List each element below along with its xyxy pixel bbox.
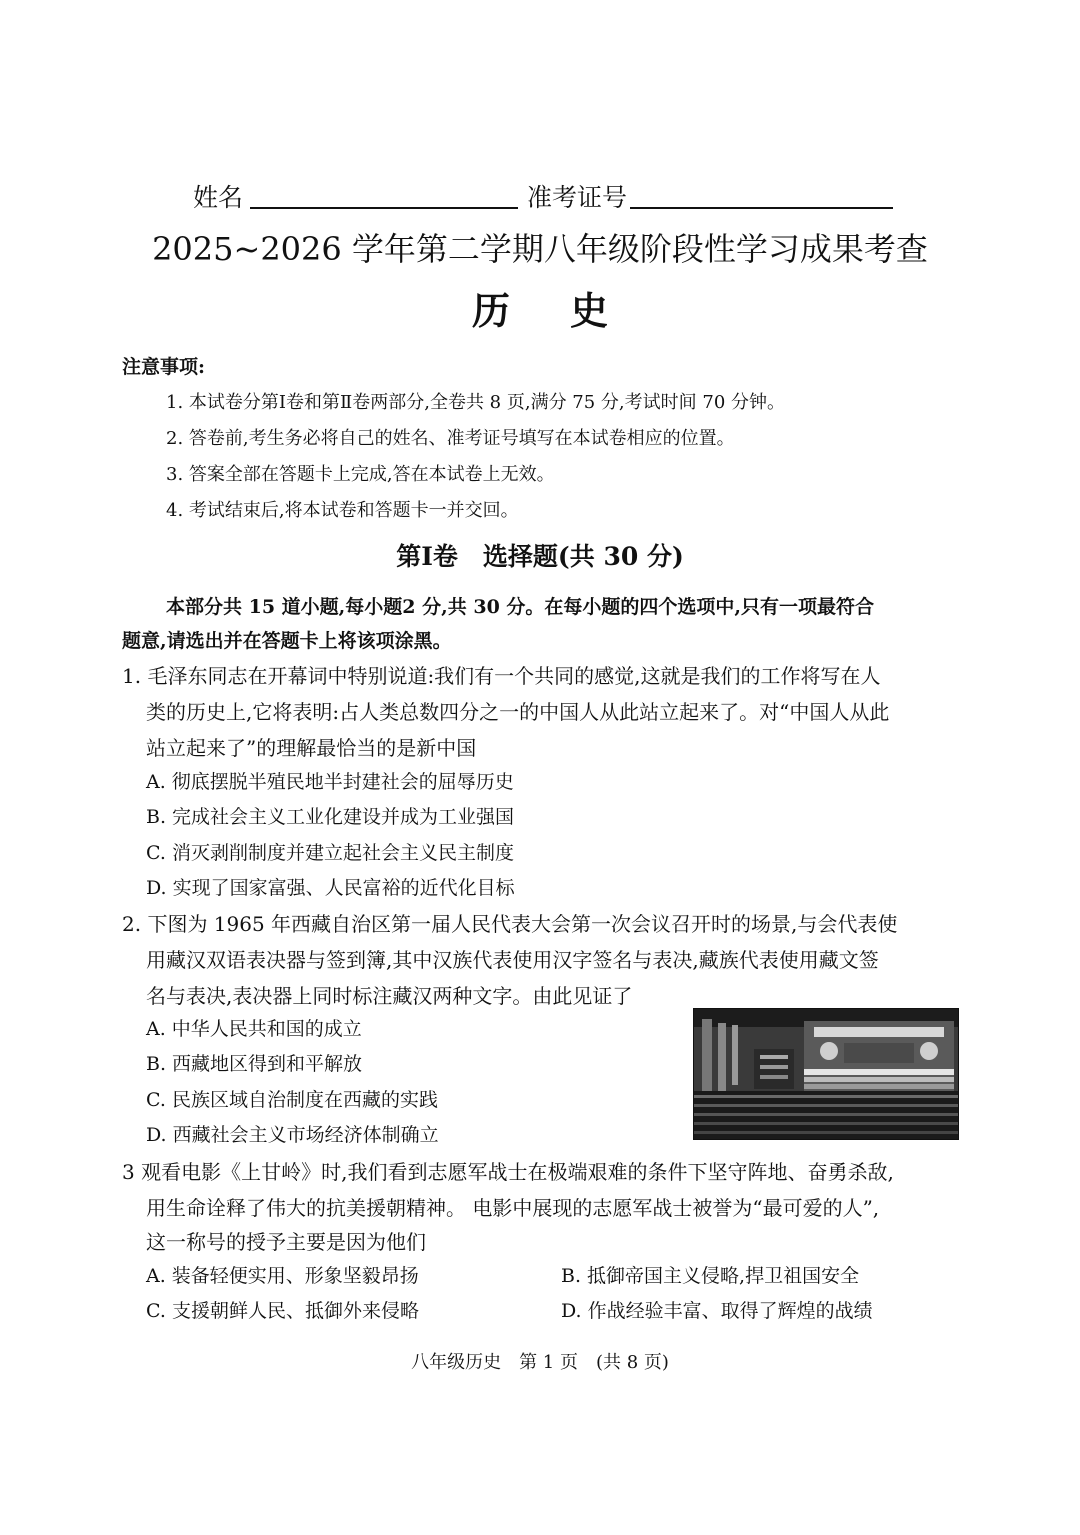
- question-2-option-d[interactable]: D. 西藏社会主义市场经济体制确立: [146, 1124, 439, 1146]
- question-3-option-b[interactable]: B. 抵御帝国主义侵略,捍卫祖国安全: [561, 1265, 860, 1287]
- question-3-line: 用生命诠释了伟大的抗美援朝精神。 电影中展现的志愿军战士被誉为“最可爱的人”,: [146, 1196, 880, 1220]
- exam-title: 2025~2026 学年第二学期八年级阶段性学习成果考查: [152, 230, 928, 268]
- assembly-photo-illustration: [694, 1009, 958, 1139]
- question-3-option-d[interactable]: D. 作战经验丰富、取得了辉煌的战绩: [561, 1300, 873, 1322]
- question-1-line: 类的历史上,它将表明:占人类总数四分之一的中国人从此站立起来了。对“中国人从此: [146, 700, 890, 724]
- question-2-option-a[interactable]: A. 中华人民共和国的成立: [146, 1018, 362, 1040]
- id-field-line[interactable]: [630, 207, 893, 209]
- question-1-line: 站立起来了”的理解最恰当的是新中国: [146, 736, 477, 760]
- question-1-option-b[interactable]: B. 完成社会主义工业化建设并成为工业强国: [146, 806, 515, 828]
- notice-item: 4. 考试结束后,将本试卷和答题卡一并交回。: [166, 500, 519, 521]
- question-2-option-b[interactable]: B. 西藏地区得到和平解放: [146, 1053, 363, 1075]
- name-label: 姓名: [193, 183, 244, 212]
- question-1-option-a[interactable]: A. 彻底摆脱半殖民地半封建社会的屈辱历史: [146, 771, 514, 793]
- name-field-line[interactable]: [250, 207, 518, 209]
- question-1-option-c[interactable]: C. 消灭剥削制度并建立起社会主义民主制度: [146, 842, 514, 864]
- notice-heading: 注意事项:: [122, 356, 206, 378]
- section-title: 第Ⅰ卷 选择题(共 30 分): [396, 542, 684, 571]
- question-2-line: 名与表决,表决器上同时标注藏汉两种文字。由此见证了: [146, 984, 633, 1008]
- assembly-photo: [693, 1008, 959, 1140]
- question-2-line: 用藏汉双语表决器与签到簿,其中汉族代表使用汉字签名与表决,藏族代表使用藏文签: [146, 948, 879, 972]
- notice-item: 2. 答卷前,考生务必将自己的姓名、准考证号填写在本试卷相应的位置。: [166, 428, 735, 449]
- question-1-option-d[interactable]: D. 实现了国家富强、人民富裕的近代化目标: [146, 877, 515, 899]
- question-3-option-a[interactable]: A. 装备轻便实用、形象坚毅昂扬: [146, 1265, 419, 1287]
- question-2-option-c[interactable]: C. 民族区域自治制度在西藏的实践: [146, 1089, 438, 1111]
- page-footer: 八年级历史 第 1 页 (共 8 页): [411, 1352, 669, 1373]
- question-1-line: 1. 毛泽东同志在开幕词中特别说道:我们有一个共同的感觉,这就是我们的工作将写在人: [122, 664, 881, 688]
- question-3-line: 3 观看电影《上甘岭》时,我们看到志愿军战士在极端艰难的条件下坚守阵地、奋勇杀敌,: [122, 1160, 894, 1184]
- question-3-option-c[interactable]: C. 支援朝鲜人民、抵御外来侵略: [146, 1300, 419, 1322]
- question-3-line: 这一称号的授予主要是因为他们: [146, 1230, 426, 1254]
- section-intro-line: 本部分共 15 道小题,每小题2 分,共 30 分。在每小题的四个选项中,只有一项最符合: [166, 596, 875, 618]
- notice-item: 1. 本试卷分第Ⅰ卷和第Ⅱ卷两部分,全卷共 8 页,满分 75 分,考试时间 70 分钟。: [166, 392, 785, 413]
- section-intro-line: 题意,请选出并在答题卡上将该项涂黑。: [122, 630, 452, 652]
- question-2-line: 2. 下图为 1965 年西藏自治区第一届人民代表大会第一次会议召开时的场景,与会代表使: [122, 912, 898, 936]
- notice-item: 3. 答案全部在答题卡上完成,答在本试卷上无效。: [166, 464, 555, 485]
- subject-title: 历史: [471, 288, 668, 333]
- id-label: 准考证号: [527, 183, 628, 212]
